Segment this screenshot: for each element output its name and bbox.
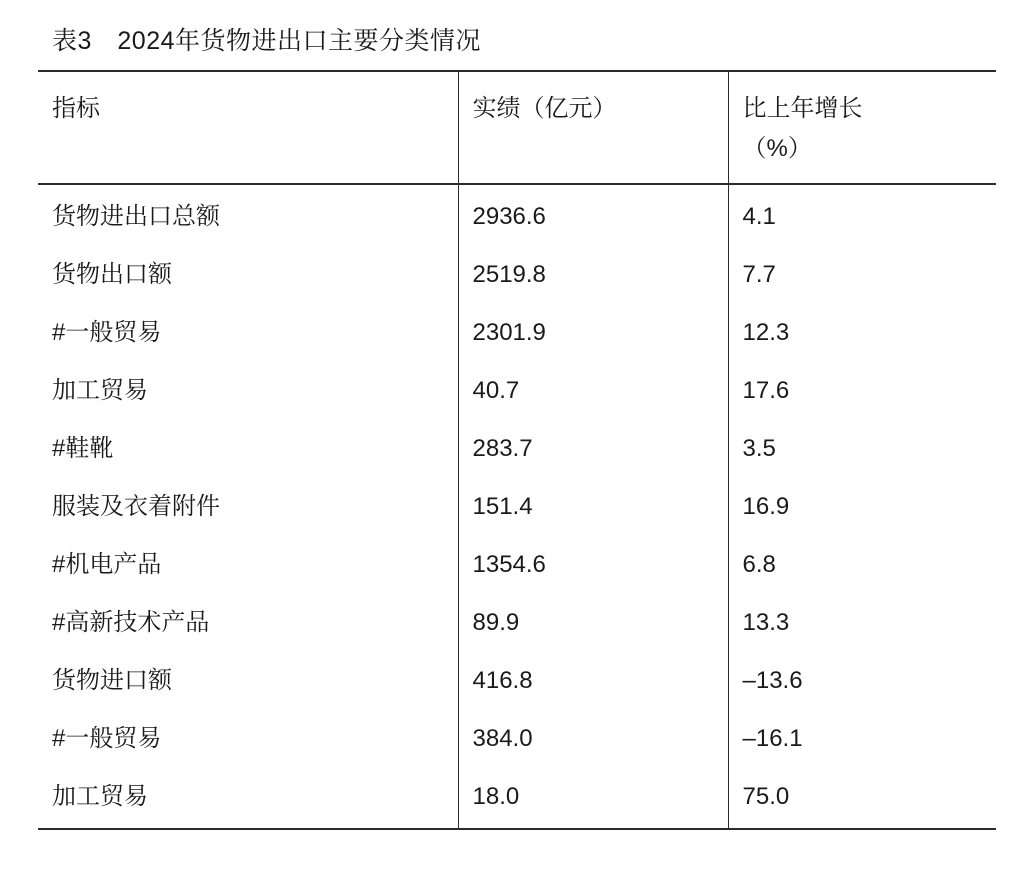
cell-value: 89.9 bbox=[458, 594, 728, 652]
cell-indicator: 货物出口额 bbox=[52, 261, 172, 288]
table-row bbox=[38, 304, 996, 362]
cell-growth: 16.9 bbox=[728, 478, 996, 536]
cell-value: 283.7 bbox=[458, 420, 728, 478]
table-row bbox=[38, 478, 996, 536]
cell-value: 2519.8 bbox=[458, 246, 728, 304]
table-header-row bbox=[38, 71, 996, 184]
cell-value: 18.0 bbox=[458, 768, 728, 829]
cell-value: 1354.6 bbox=[458, 536, 728, 594]
cell-growth: 3.5 bbox=[728, 420, 996, 478]
table-row bbox=[38, 420, 996, 478]
cell-growth: –16.1 bbox=[728, 710, 996, 768]
table-row bbox=[38, 710, 996, 768]
cell-indicator: 货物进出口总额 bbox=[52, 203, 220, 230]
import-export-table bbox=[38, 70, 996, 830]
column-header-value: 实绩（亿元） bbox=[458, 71, 728, 184]
column-header-growth-line2: （%） bbox=[742, 135, 812, 162]
cell-value: 2301.9 bbox=[458, 304, 728, 362]
table-row bbox=[38, 184, 996, 246]
cell-value: 151.4 bbox=[458, 478, 728, 536]
cell-indicator: #高新技术产品 bbox=[52, 609, 210, 636]
column-header-indicator: 指标 bbox=[52, 95, 100, 122]
table-row bbox=[38, 768, 996, 829]
cell-value: 384.0 bbox=[458, 710, 728, 768]
cell-indicator: #机电产品 bbox=[52, 551, 162, 578]
cell-growth: 12.3 bbox=[728, 304, 996, 362]
cell-growth: 7.7 bbox=[728, 246, 996, 304]
table-row bbox=[38, 652, 996, 710]
cell-growth: –13.6 bbox=[728, 652, 996, 710]
cell-indicator: 加工贸易 bbox=[52, 377, 148, 404]
cell-indicator: #一般贸易 bbox=[52, 725, 162, 752]
column-header-growth bbox=[728, 71, 996, 184]
table-caption: 表3 2024年货物进出口主要分类情况 bbox=[52, 27, 482, 55]
cell-growth: 6.8 bbox=[728, 536, 996, 594]
cell-indicator: #一般贸易 bbox=[52, 319, 162, 346]
cell-indicator: #鞋靴 bbox=[52, 435, 114, 462]
cell-growth: 13.3 bbox=[728, 594, 996, 652]
table-header bbox=[38, 71, 996, 184]
cell-indicator: 服装及衣着附件 bbox=[52, 493, 220, 520]
table-row bbox=[38, 362, 996, 420]
cell-indicator: 加工贸易 bbox=[52, 783, 148, 810]
cell-growth: 17.6 bbox=[728, 362, 996, 420]
cell-growth: 4.1 bbox=[728, 184, 996, 246]
table-body bbox=[38, 184, 996, 829]
cell-value: 2936.6 bbox=[458, 184, 728, 246]
table-row bbox=[38, 594, 996, 652]
cell-indicator: 货物进口额 bbox=[52, 667, 172, 694]
column-header-growth-line1: 比上年增长 bbox=[742, 95, 863, 122]
cell-value: 40.7 bbox=[458, 362, 728, 420]
table-row bbox=[38, 536, 996, 594]
table-row bbox=[38, 246, 996, 304]
cell-value: 416.8 bbox=[458, 652, 728, 710]
cell-growth: 75.0 bbox=[728, 768, 996, 829]
